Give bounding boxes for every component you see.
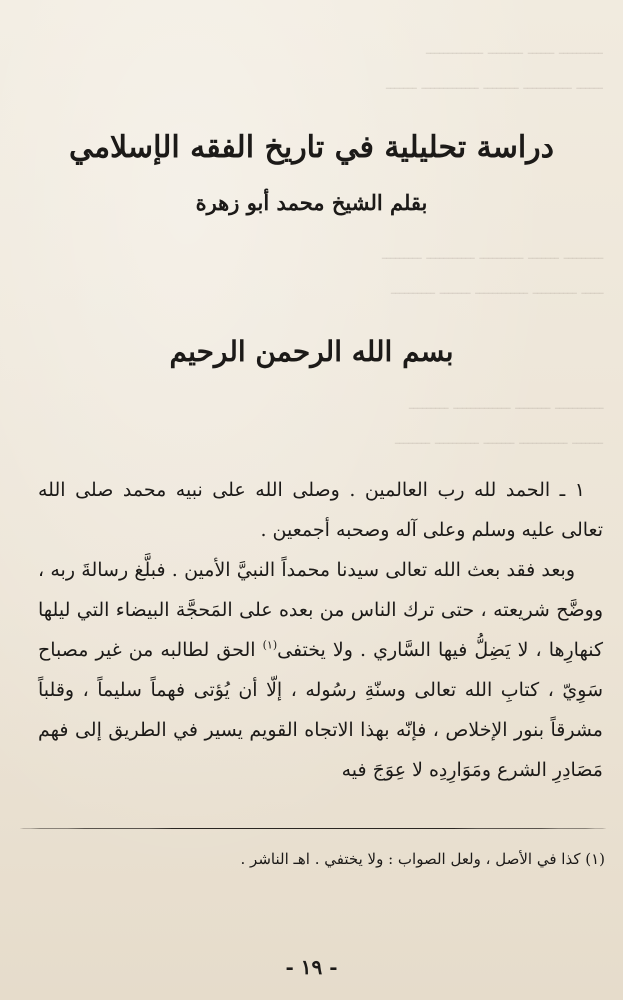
footnote-marker: (١) (262, 638, 278, 652)
paragraph (38, 550, 603, 790)
author-line: بقلم الشيخ محمد أبو زهرة (195, 190, 428, 215)
footnote-divider (18, 828, 608, 829)
paragraph: ١ ـ الحمد لله رب العالمين . وصلى الله على نبيه محمد صلى الله تعالى عليه وسلم وعلى آله وصحبه أجمعين . (38, 479, 603, 541)
page-title: دراسة تحليلية في تاريخ الفقه الإسلامي (68, 130, 555, 165)
footnote: (١) كذا في الأصل ، ولعل الصواب : ولا يختفي . اهـ الناشر . (240, 850, 605, 868)
page-number: - ١٩ - (285, 955, 338, 979)
show-through-text: ــــــــــ ـــــــ ــــــــــــ ــــــــــ ـــــ (390, 280, 603, 298)
basmala: بسم الله الرحمن الرحيم (169, 335, 454, 368)
main-text (38, 470, 603, 790)
show-through-text: ـــــــ ـــــــــــــ ــــــــ ـــــــــــ ــــــ (386, 75, 603, 93)
show-through-text: ـــــــــ ـــــــــــ ــــــــــ ـــــــ ـــــــــ (381, 245, 603, 263)
paragraph-text: وبعد فقد بعث الله تعالى سيدنا محمداً النبيَّ الأمين . فبلَّغ رسالةَ ربه ، ووضَّح شريعته ، حتى ترك الناس من بعده على المَحجَّة البيضاء التي ليلها كنهارِها ، لا يَضِلُّ فيها السَّاري . ولا يختفى (38, 559, 604, 661)
paragraph-text: الحق لطالبه من غير مصباح سَوِيّ ، كتابِ الله تعالى وسنّةِ رسُوله ، إلّا أن يُؤتى فهماً سليماً ، وقلباً مشرقاً بنور الإخلاص ، فإنّه بهذا الاتجاه القويم يسير في الطريق إلى فهم مَصَادِرِ الشرع ومَوَارِدِه لا عِوَجَ فيه (38, 639, 603, 781)
show-through-text: ــــــــ ــــــــــ ـــــــ ـــــــــــ ـــــــ (394, 430, 603, 448)
show-through-text: ـــــــــــــ ــــــــ ــــــ ــــــــــ (426, 40, 603, 58)
show-through-text: ـــــــــ ـــــــــــــ ــــــــ ـــــــــــ (408, 395, 603, 413)
